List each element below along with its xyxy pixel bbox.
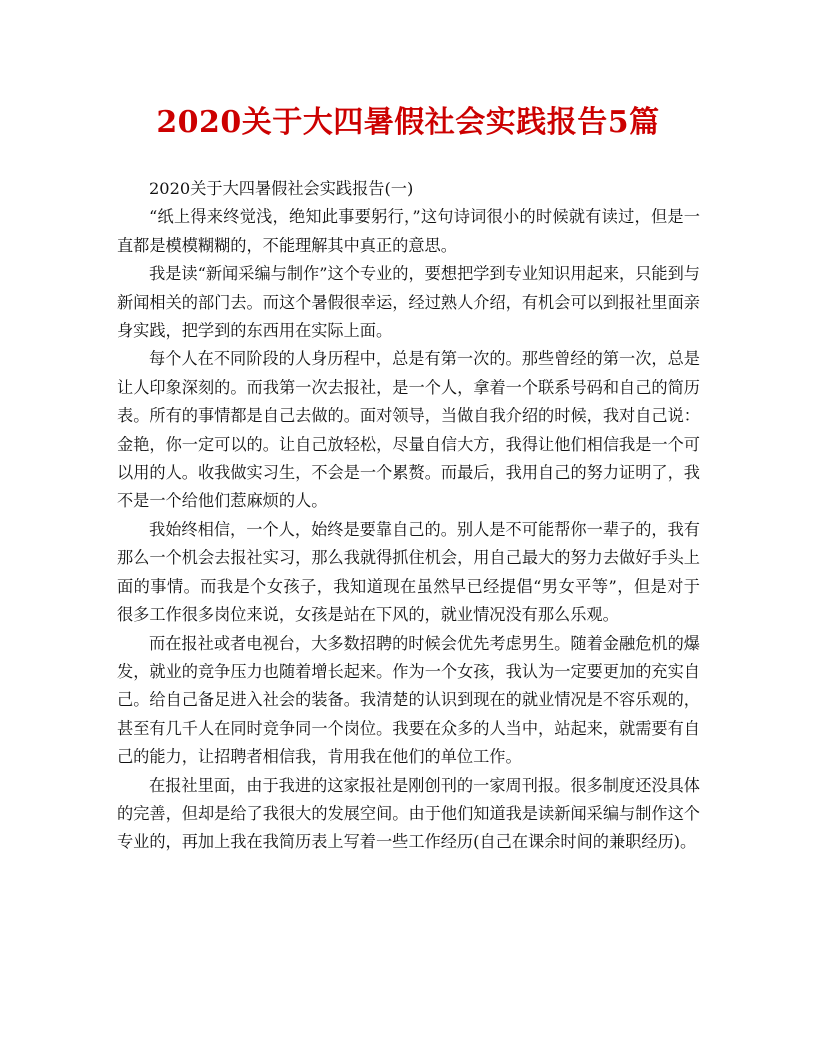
body-paragraph: 我是读“新闻采编与制作”这个专业的，要想把学到专业知识用起来，只能到与新闻相关的部门去。而这个暑假很幸运，经过熟人介绍，有机会可以到报社里面亲身实践，把学到的东西用在实际上面。 xyxy=(117,264,700,341)
document-title: 2020关于大四暑假社会实践报告5篇 xyxy=(156,105,660,140)
section-subheading: 2020关于大四暑假社会实践报告(一) xyxy=(149,179,414,198)
body-paragraph: 而在报社或者电视台，大多数招聘的时候会优先考虑男生。随着金融危机的爆发，就业的竞争压力也随着增长起来。作为一个女孩，我认为一定要更加的充实自己。给自己备足进入社会的装备。我清楚的认识到现在的就业情况是不容乐观的，甚至有几千人在同时竞争同一个岗位。我要在众多的人当中，站起来，就需要有自己的能力，让招聘者相信我，肯用我在他们的单位工作。 xyxy=(117,633,700,767)
document-body xyxy=(117,175,700,857)
body-paragraph: 在报社里面，由于我进的这家报社是刚创刊的一家周刊报。很多制度还没具体的完善，但却是给了我很大的发展空间。由于他们知道我是读新闻采编与制作这个专业的，再加上我在我简历表上写着一些工作经历(自己在课余时间的兼职经历)。 xyxy=(117,775,700,852)
body-paragraph: “纸上得来终觉浅，绝知此事要躬行，”这句诗词很小的时候就有读过，但是一直都是模模糊糊的，不能理解其中真正的意思。 xyxy=(117,207,700,255)
body-paragraph: 每个人在不同阶段的人身历程中，总是有第一次的。那些曾经的第一次，总是让人印象深刻的。而我第一次去报社，是一个人，拿着一个联系号码和自己的简历表。所有的事情都是自己去做的。面对领导，当做自我介绍的时候，我对自己说：金艳，你一定可以的。让自己放轻松，尽量自信大方，我得让他们相信我是一个可以用的人。收我做实习生，不会是一个累赘。而最后，我用自己的努力证明了，我不是一个给他们惹麻烦的人。 xyxy=(117,349,700,511)
body-paragraph: 我始终相信，一个人，始终是要靠自己的。别人是不可能帮你一辈子的，我有那么一个机会去报社实习，那么我就得抓住机会，用自己最大的努力去做好手头上面的事情。而我是个女孩子，我知道现在虽然早已经提倡“男女平等”，但是对于很多工作很多岗位来说，女孩是站在下风的，就业情况没有那么乐观。 xyxy=(117,519,700,625)
